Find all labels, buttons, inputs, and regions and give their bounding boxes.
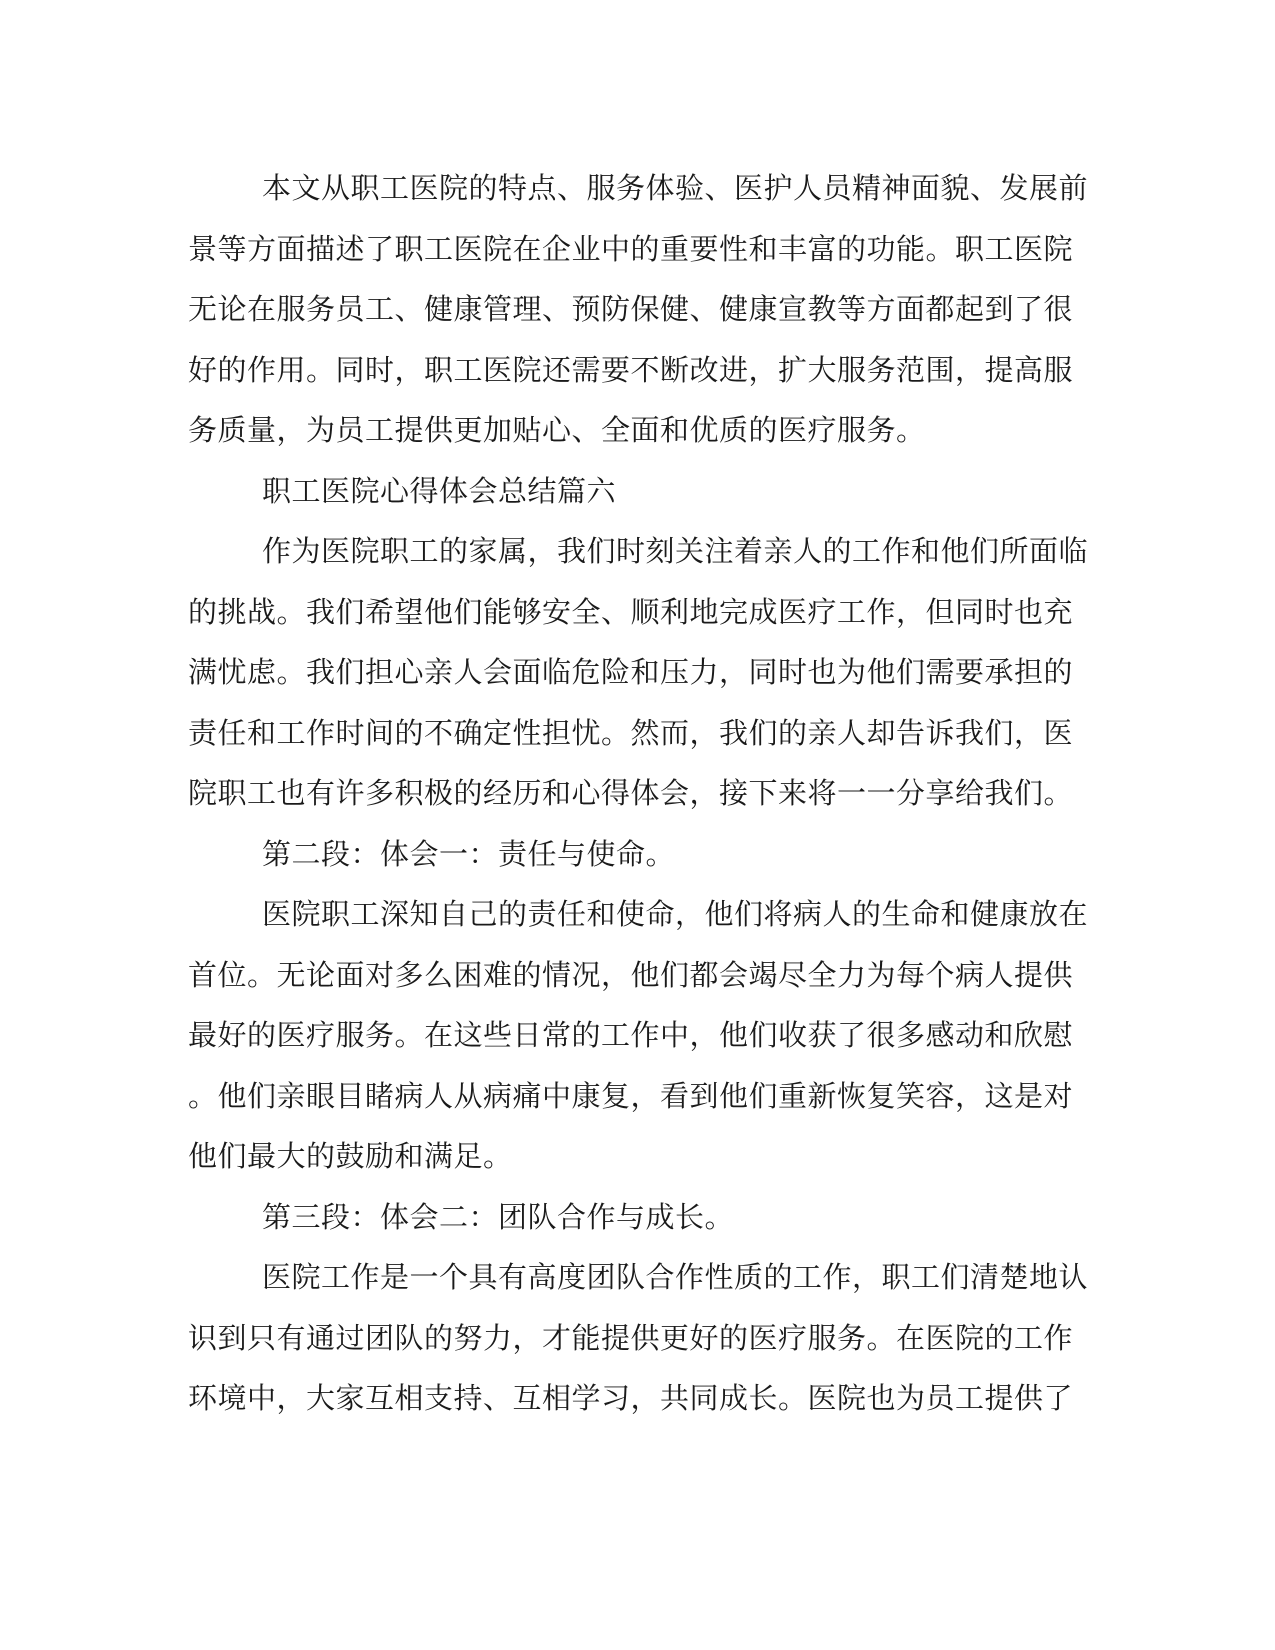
text-line: 医院职工深知自己的责任和使命，他们将病人的生命和健康放在 (262, 897, 1089, 931)
section-heading: 职工医院心得体会总结篇六 (262, 473, 617, 508)
paragraph-responsibility (188, 884, 1089, 1187)
text-line: 环境中，大家互相支持、互相学习，共同成长。医院也为员工提供了 (188, 1381, 1074, 1415)
text-line: 首位。无论面对多么困难的情况，他们都会竭尽全力为每个病人提供 (188, 957, 1074, 992)
section-heading: 第二段：体会一：责任与使命。 (262, 836, 676, 871)
document-body (188, 158, 1089, 1429)
text-line: 好的作用。同时，职工医院还需要不断改进，扩大服务范围，提高服 (188, 352, 1074, 387)
text-line: 本文从职工医院的特点、服务体验、医护人员精神面貌、发展前 (262, 171, 1089, 205)
paragraph-summary (188, 158, 1089, 461)
text-line: 最好的医疗服务。在这些日常的工作中，他们收获了很多感动和欣慰 (188, 1018, 1074, 1052)
text-line: 他们最大的鼓励和满足。 (188, 1139, 513, 1173)
paragraph-intro (188, 521, 1089, 824)
section-heading: 第三段：体会二：团队合作与成长。 (262, 1199, 735, 1234)
text-line: 作为医院职工的家属，我们时刻关注着亲人的工作和他们所面临 (262, 534, 1089, 568)
text-line: 景等方面描述了职工医院在企业中的重要性和丰富的功能。职工医院 (188, 231, 1074, 266)
text-line: 务质量，为员工提供更加贴心、全面和优质的医疗服务。 (188, 413, 926, 447)
text-line: 院职工也有许多积极的经历和心得体会，接下来将一一分享给我们。 (188, 776, 1074, 810)
paragraph-teamwork (188, 1247, 1089, 1429)
text-line: 医院工作是一个具有高度团队合作性质的工作，职工们清楚地认 (262, 1260, 1089, 1294)
text-line: 的挑战。我们希望他们能够安全、顺利地完成医疗工作，但同时也充 (188, 594, 1074, 629)
text-line: 识到只有通过团队的努力，才能提供更好的医疗服务。在医院的工作 (188, 1320, 1074, 1355)
text-line: 满忧虑。我们担心亲人会面临危险和压力，同时也为他们需要承担的 (188, 655, 1074, 689)
text-line: 无论在服务员工、健康管理、预防保健、健康宣教等方面都起到了很 (188, 292, 1074, 326)
text-line: 责任和工作时间的不确定性担忧。然而，我们的亲人却告诉我们，医 (188, 715, 1074, 750)
text-line: 。他们亲眼目睹病人从病痛中康复，看到他们重新恢复笑容，这是对 (188, 1078, 1074, 1113)
